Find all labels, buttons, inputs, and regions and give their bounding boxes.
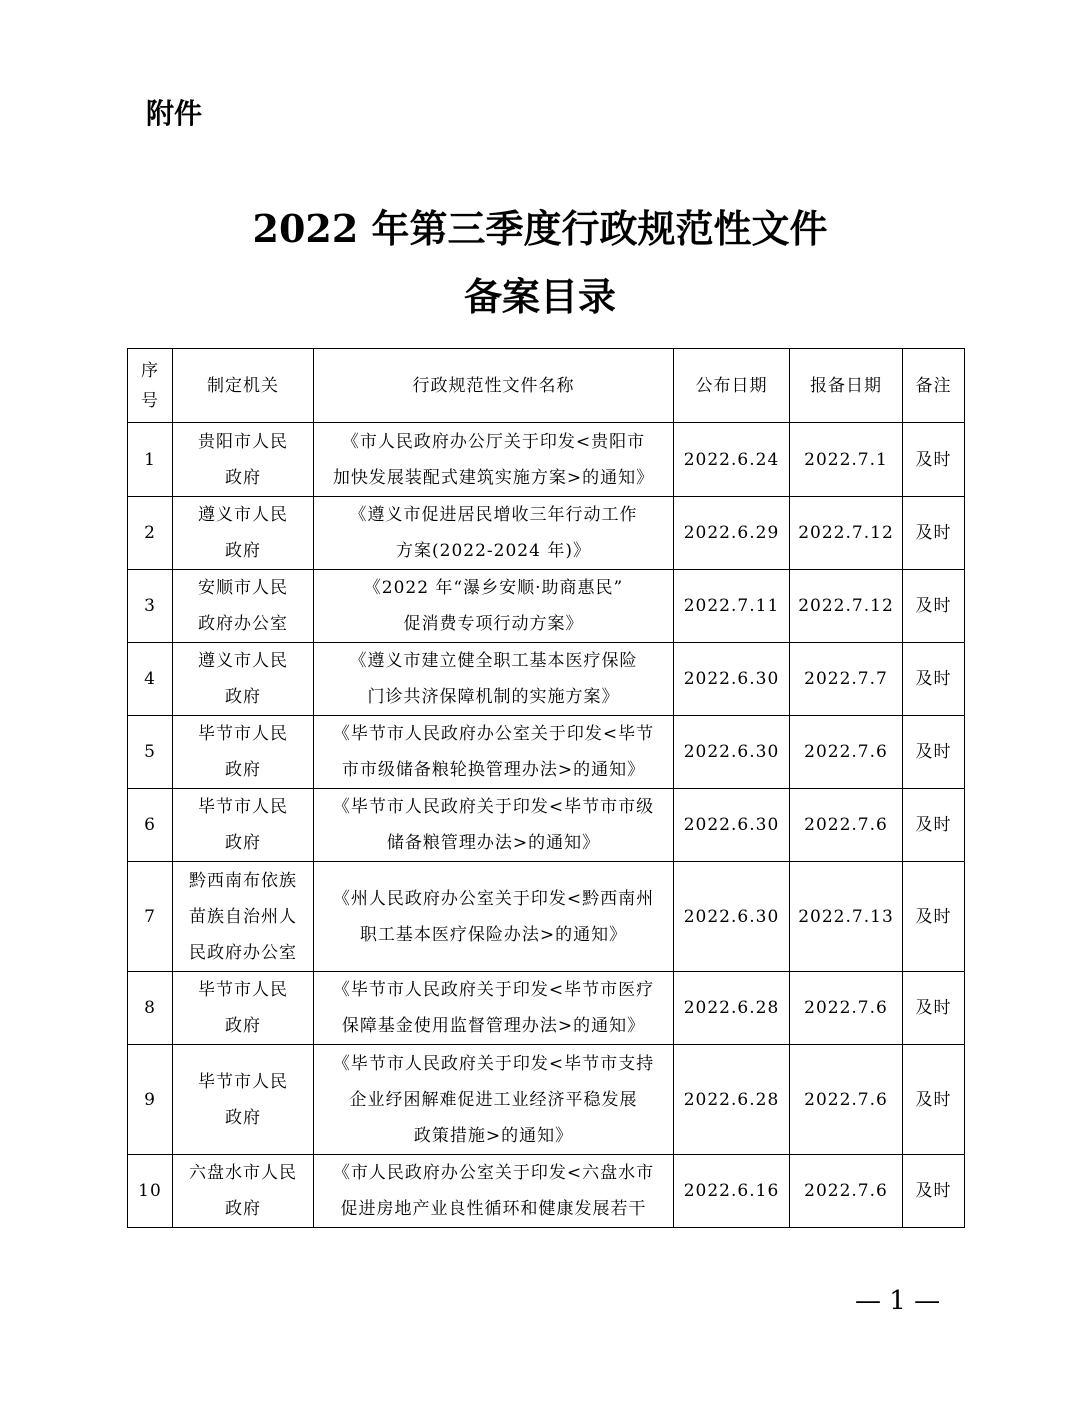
cell-agency: 六盘水市人民 政府 [173, 1155, 314, 1228]
cell-seq: 3 [128, 570, 173, 643]
cell-seq: 7 [128, 862, 173, 972]
cell-agency: 毕节市人民 政府 [173, 1045, 314, 1155]
document-title-line2: 备案目录 [463, 274, 616, 319]
table-row [128, 423, 965, 497]
cell-seq: 6 [128, 789, 173, 862]
cell-filing-date: 2022.7.13 [790, 862, 903, 972]
cell-agency: 毕节市人民 政府 [173, 972, 314, 1045]
cell-note: 及时 [903, 972, 965, 1045]
cell-filing-date: 2022.7.12 [790, 497, 903, 570]
cell-publish-date: 2022.6.30 [674, 643, 790, 716]
cell-publish-date: 2022.6.16 [674, 1155, 790, 1228]
cell-publish-date: 2022.6.29 [674, 497, 790, 570]
cell-publish-date: 2022.6.30 [674, 716, 790, 789]
table-row [128, 862, 965, 972]
cell-filing-date: 2022.7.7 [790, 643, 903, 716]
page-number: — 1 — [855, 1286, 941, 1316]
cell-note: 及时 [903, 497, 965, 570]
cell-agency: 贵阳市人民 政府 [173, 423, 314, 497]
header-name: 行政规范性文件名称 [314, 349, 674, 423]
table-row [128, 789, 965, 862]
cell-filing-date: 2022.7.6 [790, 716, 903, 789]
cell-note: 及时 [903, 1155, 965, 1228]
cell-filing-date: 2022.7.6 [790, 1155, 903, 1228]
cell-seq: 2 [128, 497, 173, 570]
cell-note: 及时 [903, 643, 965, 716]
cell-filing-date: 2022.7.6 [790, 789, 903, 862]
attachment-label: 附件 [146, 97, 203, 130]
cell-seq: 5 [128, 716, 173, 789]
document-title-line1: 2022 年第三季度行政规范性文件 [252, 206, 828, 251]
cell-document-name: 《2022 年“瀑乡安顺·助商惠民” 促消费专项行动方案》 [314, 570, 674, 643]
cell-document-name: 《毕节市人民政府关于印发<毕节市医疗 保障基金使用监督管理办法>的通知》 [314, 972, 674, 1045]
cell-filing-date: 2022.7.12 [790, 570, 903, 643]
cell-document-name: 《州人民政府办公室关于印发<黔西南州 职工基本医疗保险办法>的通知》 [314, 862, 674, 972]
cell-seq: 10 [128, 1155, 173, 1228]
cell-publish-date: 2022.7.11 [674, 570, 790, 643]
cell-agency: 遵义市人民 政府 [173, 497, 314, 570]
cell-agency: 遵义市人民 政府 [173, 643, 314, 716]
table-row [128, 497, 965, 570]
cell-note: 及时 [903, 423, 965, 497]
cell-note: 及时 [903, 862, 965, 972]
table-row [128, 716, 965, 789]
header-filing-date: 报备日期 [790, 349, 903, 423]
cell-filing-date: 2022.7.6 [790, 1045, 903, 1155]
cell-document-name: 《遵义市建立健全职工基本医疗保险 门诊共济保障机制的实施方案》 [314, 643, 674, 716]
cell-seq: 4 [128, 643, 173, 716]
cell-agency: 安顺市人民 政府办公室 [173, 570, 314, 643]
cell-note: 及时 [903, 1045, 965, 1155]
cell-document-name: 《毕节市人民政府关于印发<毕节市支持 企业纾困解难促进工业经济平稳发展 政策措施>的通知》 [314, 1045, 674, 1155]
cell-note: 及时 [903, 716, 965, 789]
cell-agency: 毕节市人民 政府 [173, 716, 314, 789]
cell-document-name: 《遵义市促进居民增收三年行动工作 方案(2022-2024 年)》 [314, 497, 674, 570]
cell-note: 及时 [903, 789, 965, 862]
cell-agency: 毕节市人民 政府 [173, 789, 314, 862]
header-seq: 序 号 [128, 349, 173, 423]
cell-publish-date: 2022.6.30 [674, 789, 790, 862]
filing-table [127, 348, 965, 1228]
cell-publish-date: 2022.6.30 [674, 862, 790, 972]
cell-publish-date: 2022.6.28 [674, 972, 790, 1045]
cell-seq: 1 [128, 423, 173, 497]
cell-publish-date: 2022.6.24 [674, 423, 790, 497]
header-publish-date: 公布日期 [674, 349, 790, 423]
cell-document-name: 《毕节市人民政府关于印发<毕节市市级 储备粮管理办法>的通知》 [314, 789, 674, 862]
header-agency: 制定机关 [173, 349, 314, 423]
table-row [128, 972, 965, 1045]
cell-seq: 9 [128, 1045, 173, 1155]
cell-note: 及时 [903, 570, 965, 643]
header-note: 备注 [903, 349, 965, 423]
table-header-row [128, 349, 965, 423]
table-row [128, 570, 965, 643]
cell-document-name: 《市人民政府办公厅关于印发<贵阳市 加快发展装配式建筑实施方案>的通知》 [314, 423, 674, 497]
cell-filing-date: 2022.7.6 [790, 972, 903, 1045]
cell-agency: 黔西南布依族 苗族自治州人 民政府办公室 [173, 862, 314, 972]
cell-filing-date: 2022.7.1 [790, 423, 903, 497]
cell-publish-date: 2022.6.28 [674, 1045, 790, 1155]
cell-document-name: 《毕节市人民政府办公室关于印发<毕节 市市级储备粮轮换管理办法>的通知》 [314, 716, 674, 789]
table-row [128, 1155, 965, 1228]
table-row [128, 643, 965, 716]
table-row [128, 1045, 965, 1155]
cell-document-name: 《市人民政府办公室关于印发<六盘水市 促进房地产业良性循环和健康发展若干 [314, 1155, 674, 1228]
cell-seq: 8 [128, 972, 173, 1045]
